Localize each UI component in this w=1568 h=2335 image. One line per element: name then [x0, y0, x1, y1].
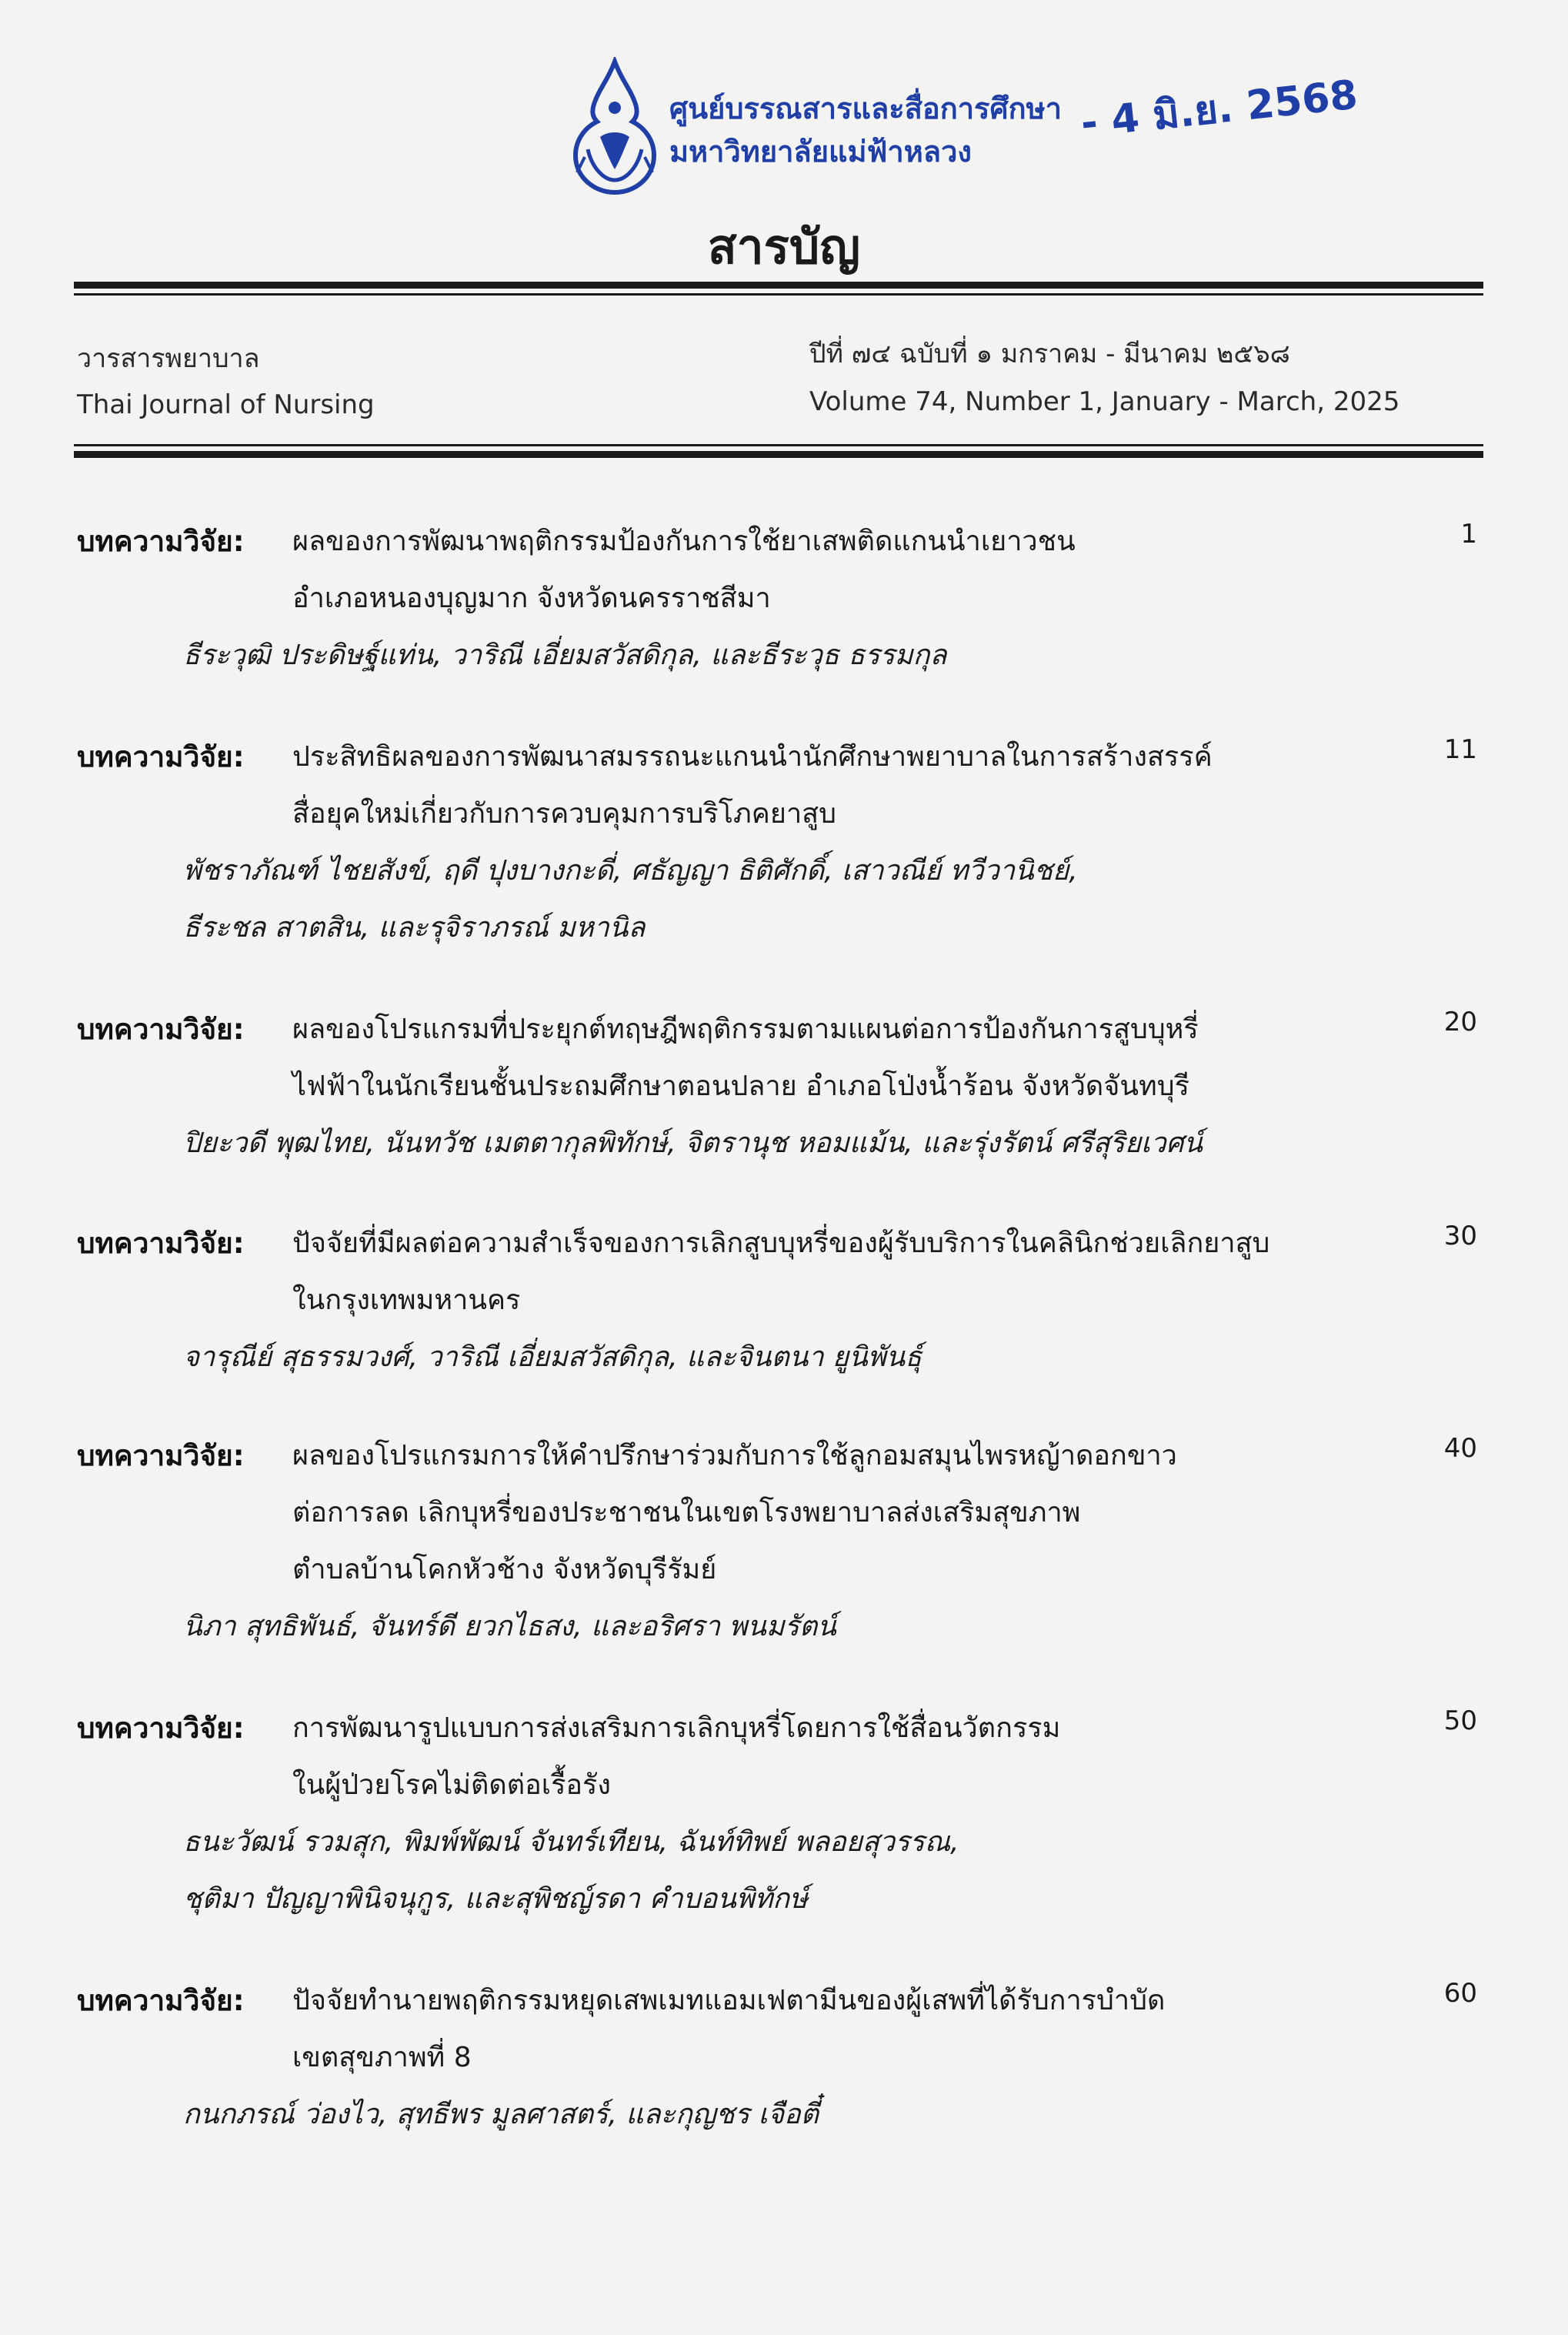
entry-title-line: ไฟฟ้าในนักเรียนชั้นประถมศึกษาตอนปลาย อำเภอโป่งน้ำร้อน จังหวัดจันทบุรี	[292, 1071, 1189, 1102]
entry-title-line: ในผู้ป่วยโรคไม่ติดต่อเรื้อรัง	[292, 1769, 611, 1801]
entry-authors: ธีระชล สาตสิน, และรุจิราภรณ์ มหานิล	[183, 912, 646, 944]
entry-title-line: ต่อการลด เลิกบุหรี่ของประชาชนในเขตโรงพยาบาลส่งเสริมสุขภาพ	[292, 1497, 1081, 1528]
entry-title-line: การพัฒนารูปแบบการส่งเสริมการเลิกบุหรี่โดยการใช้สื่อนวัตกรรม	[292, 1712, 1061, 1744]
entry-authors: ธีระวุฒิ ประดิษฐ์แท่น, วาริณี เอี่ยมสวัสดิกุล, และธีระวุธ ธรรมกุล	[183, 640, 947, 671]
entry-page-number: 11	[1443, 734, 1477, 765]
stamp-library-name: ศูนย์บรรณสารและสื่อการศึกษา	[669, 92, 1062, 125]
entry-type-label: บทความวิจัย:	[77, 1013, 245, 1046]
entry-type-label: บทความวิจัย:	[77, 525, 245, 558]
entry-title-line: ตำบลบ้านโคกหัวช้าง จังหวัดบุรีรัมย์	[292, 1554, 717, 1585]
journal-name-english: Thai Journal of Nursing	[77, 389, 375, 420]
header-rule-bottom-thick	[74, 451, 1483, 458]
journal-name-thai: วารสารพยาบาล	[77, 343, 260, 374]
entry-title-line: สื่อยุคใหม่เกี่ยวกับการควบคุมการบริโภคยาสูบ	[292, 798, 836, 830]
header-rule-top-thin	[74, 293, 1483, 296]
stamp-received-date: - 4 มิ.ย. 2568	[1079, 72, 1360, 147]
entry-title-line: ผลของการพัฒนาพฤติกรรมป้องกันการใช้ยาเสพติดแกนนำเยาวชน	[292, 526, 1076, 557]
library-stamp	[569, 54, 1108, 200]
entry-page-number: 40	[1443, 1433, 1477, 1464]
entry-type-label: บทความวิจัย:	[77, 1227, 245, 1260]
entry-page-number: 30	[1443, 1221, 1477, 1251]
entry-title-line: ปัจจัยทำนายพฤติกรรมหยุดเสพเมทแอมเฟตามีนของผู้เสพที่ได้รับการบำบัด	[292, 1985, 1166, 2016]
entry-type-label: บทความวิจัย:	[77, 1712, 245, 1745]
entry-type-label: บทความวิจัย:	[77, 1984, 245, 2017]
entry-page-number: 1	[1460, 519, 1477, 550]
entry-authors: ชุติมา ปัญญาพินิจนุกูร, และสุพิชญ์รดา คำบอนพิทักษ์	[183, 1883, 808, 1915]
header-rule-bottom-thin	[74, 444, 1483, 446]
entry-authors: พัชราภัณฑ์ ไชยสังข์, ฤดี ปุงบางกะดี่, ศธัญญา ธิติศักดิ์, เสาวณีย์ ทวีวานิชย์,	[183, 855, 1078, 887]
entry-page-number: 60	[1443, 1978, 1477, 2009]
entry-authors: นิภา สุทธิพันธ์, จันทร์ดี ยวกไธสง, และอริศรา พนมรัตน์	[183, 1611, 836, 1642]
university-seal-icon	[569, 57, 660, 195]
entry-authors: จารุณีย์ สุธรรมวงศ์, วาริณี เอี่ยมสวัสดิกุล, และจินตนา ยูนิพันธุ์	[183, 1341, 922, 1373]
entry-type-label: บทความวิจัย:	[77, 740, 245, 773]
entry-title-line: ผลของโปรแกรมที่ประยุกต์ทฤษฎีพฤติกรรมตามแผนต่อการป้องกันการสูบบุหรี่	[292, 1014, 1199, 1045]
entry-page-number: 50	[1443, 1705, 1477, 1736]
entry-authors: กนกภรณ์ ว่องไว, สุทธีพร มูลศาสตร์, และกุญชร เจือตี๋	[183, 2099, 819, 2130]
stamp-university-name: มหาวิทยาลัยแม่ฟ้าหลวง	[669, 135, 972, 169]
entry-authors: ปิยะวดี พุฒไทย, นันทวัช เมตตากุลพิทักษ์, จิตรานุช หอมแม้น, และรุ่งรัตน์ ศรีสุริยเวศน์	[183, 1127, 1203, 1159]
entry-title-line: เขตสุขภาพที่ 8	[292, 2042, 472, 2073]
entry-title-line: ในกรุงเทพมหานคร	[292, 1284, 521, 1316]
entry-title-line: อำเภอหนองบุญมาก จังหวัดนครราชสีมา	[292, 583, 771, 614]
entry-title-line: ผลของโปรแกรมการให้คำปรึกษาร่วมกับการใช้ลูกอมสมุนไพรหญ้าดอกขาว	[292, 1440, 1177, 1471]
page-title: สารบัญ	[707, 219, 861, 275]
issue-info-thai: ปีที่ ๗๔ ฉบับที่ ๑ มกราคม - มีนาคม ๒๕๖๘	[809, 339, 1290, 369]
entry-authors: ธนะวัฒน์ รวมสุก, พิมพ์พัฒน์ จันทร์เทียน, ฉันท์ทิพย์ พลอยสุวรรณ,	[183, 1826, 959, 1858]
entry-title-line: ปัจจัยที่มีผลต่อความสำเร็จของการเลิกสูบบุหรี่ของผู้รับบริการในคลินิกช่วยเลิกยาสูบ	[292, 1228, 1270, 1259]
entry-type-label: บทความวิจัย:	[77, 1439, 245, 1472]
entry-title-line: ประสิทธิผลของการพัฒนาสมรรถนะแกนนำนักศึกษาพยาบาลในการสร้างสรรค์	[292, 741, 1213, 773]
header-rule-top-thick	[74, 282, 1483, 289]
issue-info-english: Volume 74, Number 1, January - March, 2025	[809, 386, 1400, 417]
entry-page-number: 20	[1443, 1007, 1477, 1037]
